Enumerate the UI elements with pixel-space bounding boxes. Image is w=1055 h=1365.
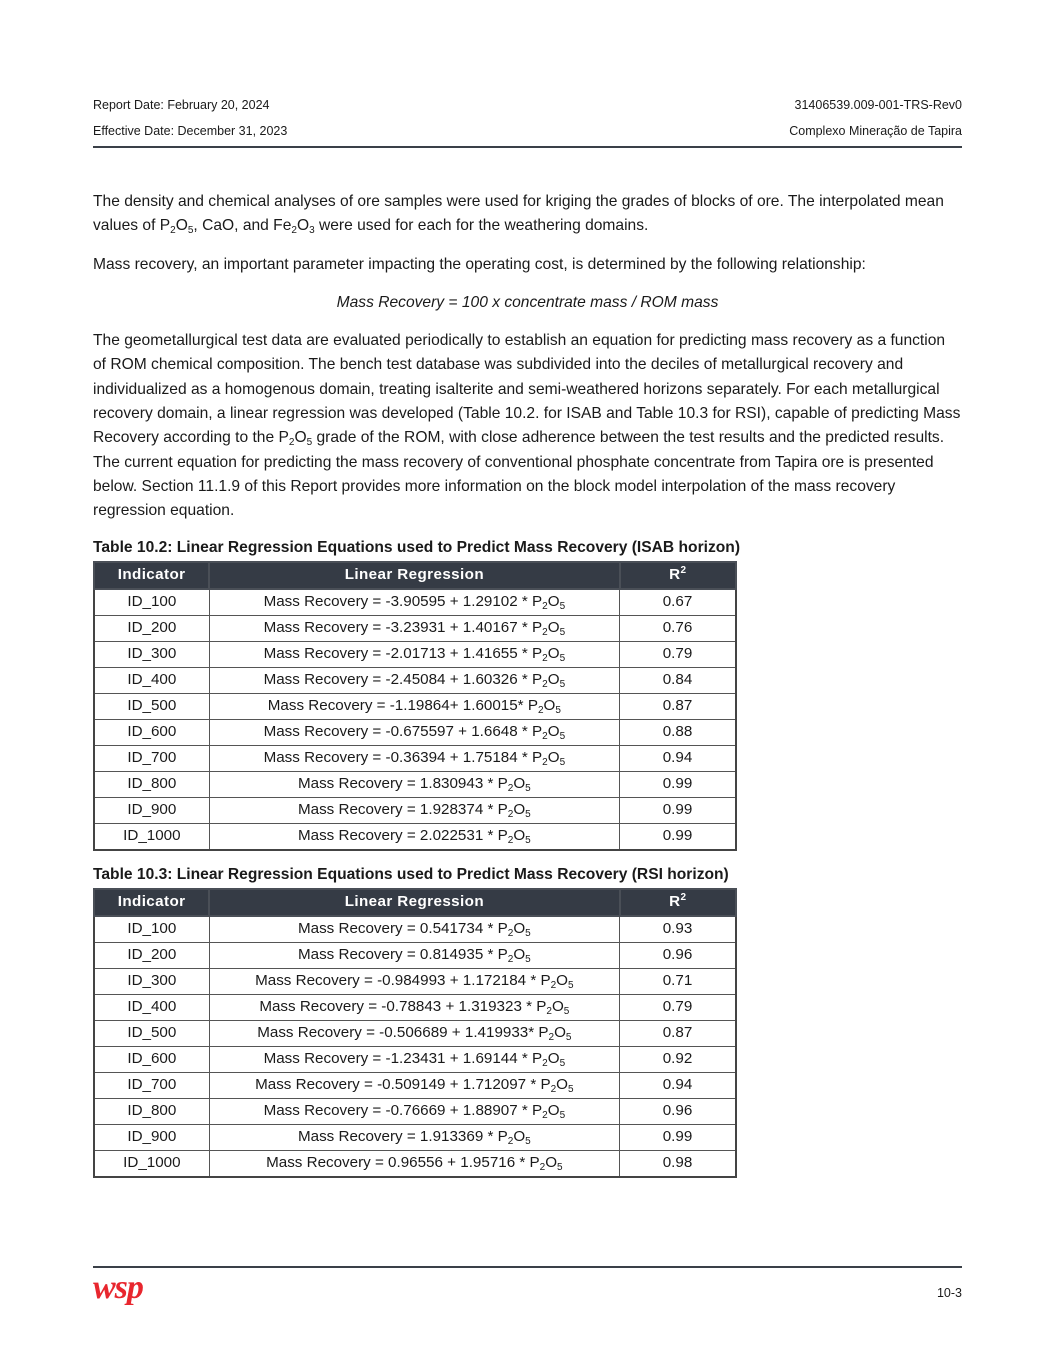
indicator-cell: ID_100	[94, 916, 209, 943]
table-10-3	[93, 888, 737, 1178]
r-squared-cell: 0.76	[620, 615, 737, 641]
header-divider	[93, 146, 962, 148]
r-squared-cell: 0.92	[620, 1046, 737, 1072]
r-squared-cell: 0.87	[620, 693, 737, 719]
table-row	[94, 667, 736, 693]
table-row	[94, 994, 736, 1020]
page-body	[93, 190, 962, 1192]
table-row	[94, 693, 736, 719]
indicator-cell: ID_900	[94, 1124, 209, 1150]
r-squared-cell: 0.98	[620, 1150, 737, 1177]
equation-cell: Mass Recovery = $-1.23431 + 1.69144 * P_2O_5$	[209, 1046, 619, 1072]
indicator-cell: ID_200	[94, 942, 209, 968]
equation-cell: Mass Recovery = $-0.509149 + 1.712097 * P_2O_5$	[209, 1072, 619, 1098]
equation-cell: Mass Recovery = $0.814935 * P_2O_5$	[209, 942, 619, 968]
table-row	[94, 968, 736, 994]
table-row	[94, 1150, 736, 1177]
table-row	[94, 1098, 736, 1124]
page-number: 10-3	[936, 1286, 962, 1300]
r-squared-cell: 0.94	[620, 745, 737, 771]
table-row	[94, 615, 736, 641]
r-squared-cell: 0.84	[620, 667, 737, 693]
equation-cell: Mass Recovery = $-0.76669 + 1.88907 * P_2O_5$	[209, 1098, 619, 1124]
mass-recovery-formula: Mass Recovery = 100 x concentrate mass / ROM mass	[336, 293, 719, 311]
r-squared-cell: 0.79	[620, 641, 737, 667]
table-row	[94, 589, 736, 616]
wsp-logo	[93, 1272, 157, 1317]
table-row	[94, 797, 736, 823]
table-row	[94, 823, 736, 850]
equation-cell: Mass Recovery = $-0.675597 + 1.6648 * P_2O_5$	[209, 719, 619, 745]
header-linear-regression: Linear Regression	[209, 562, 619, 589]
table-10-3-caption: Table 10.3: Linear Regression Equations used to Predict Mass Recovery (RSI horizon)	[93, 865, 729, 883]
r-squared-cell: 0.99	[620, 771, 737, 797]
header-indicator: Indicator	[94, 562, 209, 589]
indicator-cell: ID_300	[94, 968, 209, 994]
table-row	[94, 916, 736, 943]
table-row	[94, 942, 736, 968]
wsp-logo-icon	[93, 1272, 157, 1312]
r-squared-cell: 0.79	[620, 994, 737, 1020]
table-row	[94, 719, 736, 745]
equation-cell: Mass Recovery = $-2.45084 + 1.60326 * P_2O_5$	[209, 667, 619, 693]
table-row	[94, 1020, 736, 1046]
indicator-cell: ID_300	[94, 641, 209, 667]
indicator-cell: ID_100	[94, 589, 209, 616]
paragraph-geometallurgical: The geometallurgical test data are evaluated periodically to establish an equation for predicting mass recovery as a function of ROM chemical composition. The bench test database was subdivided into the deciles of metallurgical recovery and individualized as a homogenous domain, treating isalterite and semi-weathered horizons separately. For each metallurgical recovery domain, a linear regression was developed (Table 10.2. for ISAB and Table 10.3 for RSI), capable of predicting Mass Recovery according to the $P_2O_5$ grade of the ROM, with close adherence between the test results and the predicted results. The current equation for predicting the mass recovery of conventional phosphate concentrate from Tapira ore is presented below. Section 11.1.9 of this Report provides more information on the block model interpolation of the mass recovery regression equation.	[93, 332, 961, 520]
table-row	[94, 641, 736, 667]
svg-text:wsp: wsp	[93, 1272, 143, 1306]
indicator-cell: ID_600	[94, 1046, 209, 1072]
header-indicator: Indicator	[94, 889, 209, 916]
r-squared-cell: 0.71	[620, 968, 737, 994]
equation-cell: Mass Recovery = $-0.36394 + 1.75184 * P_2O_5$	[209, 745, 619, 771]
indicator-cell: ID_500	[94, 1020, 209, 1046]
indicator-cell: ID_400	[94, 667, 209, 693]
equation-cell: Mass Recovery = $-2.01713 + 1.41655 * P_2O_5$	[209, 641, 619, 667]
r-squared-cell: 0.99	[620, 823, 737, 850]
indicator-cell: ID_700	[94, 745, 209, 771]
equation-cell: Mass Recovery = $0.541734 * P_2O_5$	[209, 916, 619, 943]
r-squared-cell: 0.99	[620, 1124, 737, 1150]
project-name: Complexo Mineração de Tapira	[789, 124, 962, 138]
indicator-cell: ID_900	[94, 797, 209, 823]
footer-divider	[93, 1266, 962, 1268]
indicator-cell: ID_1000	[94, 823, 209, 850]
indicator-cell: ID_600	[94, 719, 209, 745]
r-squared-cell: 0.88	[620, 719, 737, 745]
indicator-cell: ID_200	[94, 615, 209, 641]
table-row	[94, 1072, 736, 1098]
header-linear-regression: Linear Regression	[209, 889, 619, 916]
table-row	[94, 1046, 736, 1072]
indicator-cell: ID_400	[94, 994, 209, 1020]
r-squared-cell: 0.94	[620, 1072, 737, 1098]
indicator-cell: ID_800	[94, 1098, 209, 1124]
equation-cell: Mass Recovery = $-0.984993 + 1.172184 * P_2O_5$	[209, 968, 619, 994]
paragraph-kriging: The density and chemical analyses of ore samples were used for kriging the grades of blocks of ore. The interpolated mean values of $P_2O_5$, CaO, and $Fe_2O_3$ were used for each for the weathering domains.	[93, 193, 944, 237]
equation-cell: Mass Recovery = $1.830943 * P_2O_5$	[209, 771, 619, 797]
table-10-2-caption: Table 10.2: Linear Regression Equations used to Predict Mass Recovery (ISAB horizon)	[93, 538, 741, 556]
indicator-cell: ID_1000	[94, 1150, 209, 1177]
header-r-squared: $R^2$	[620, 889, 737, 916]
equation-cell: Mass Recovery = $0.96556 + 1.95716 * P_2O_5$	[209, 1150, 619, 1177]
r-squared-cell: 0.87	[620, 1020, 737, 1046]
effective-date: Effective Date: December 31, 2023	[93, 124, 288, 138]
r-squared-cell: 0.67	[620, 589, 737, 616]
r-squared-cell: 0.96	[620, 942, 737, 968]
table-row	[94, 1124, 736, 1150]
paragraph-mass-recovery: Mass recovery, an important parameter impacting the operating cost, is determined by the following relationship:	[93, 255, 866, 273]
equation-cell: Mass Recovery = $-3.90595 + 1.29102 * P_2O_5$	[209, 589, 619, 616]
equation-cell: Mass Recovery = $1.928374 * P_2O_5$	[209, 797, 619, 823]
table-row	[94, 745, 736, 771]
r-squared-cell: 0.96	[620, 1098, 737, 1124]
r-squared-cell: 0.93	[620, 916, 737, 943]
equation-cell: Mass Recovery = $-3.23931 + 1.40167 * P_2O_5$	[209, 615, 619, 641]
table-10-2	[93, 561, 737, 851]
indicator-cell: ID_500	[94, 693, 209, 719]
header-r-squared: $R^2$	[620, 562, 737, 589]
indicator-cell: ID_700	[94, 1072, 209, 1098]
table-row	[94, 771, 736, 797]
indicator-cell: ID_800	[94, 771, 209, 797]
report-date: Report Date: February 20, 2024	[93, 98, 270, 112]
equation-cell: Mass Recovery = $2.022531 * P_2O_5$	[209, 823, 619, 850]
page-header	[93, 92, 962, 144]
equation-cell: Mass Recovery = $-0.78843 + 1.319323 * P_2O_5$	[209, 994, 619, 1020]
equation-cell: Mass Recovery = $1.913369 * P_2O_5$	[209, 1124, 619, 1150]
equation-cell: Mass Recovery = -0.506689 + 1.419933* $P_2O_5$	[209, 1020, 619, 1046]
r-squared-cell: 0.99	[620, 797, 737, 823]
equation-cell: Mass Recovery = -1.19864+ 1.60015* $P_2O_5$	[209, 693, 619, 719]
report-id: 31406539.009-001-TRS-Rev0	[794, 98, 962, 112]
